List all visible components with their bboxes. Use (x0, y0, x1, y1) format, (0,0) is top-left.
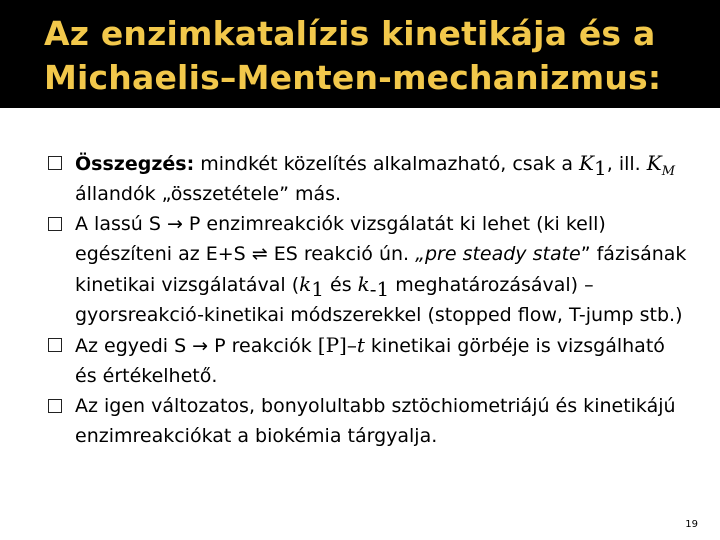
title-line-1: Az enzimkatalízis kinetikája és a (44, 14, 656, 53)
page-number: 19 (685, 519, 698, 530)
square-bullet-icon (48, 338, 62, 352)
k1-rate-symbol: $k_1$ (299, 272, 324, 301)
bullet-2-text-1: A lassú S → P enzimreakciók vizsgálatát ki lehet (ki kell) egészíteni az E+S ⇌ ES reakció ún. (75, 213, 606, 265)
title-bar (0, 0, 720, 108)
square-bullet-icon (48, 399, 62, 413)
bullet-3-text-2: kinetikai görbéje is vizsgálható és értékelhető. (75, 335, 665, 387)
dash-symbol: – (346, 333, 357, 357)
title-line-2: Michaelis–Menten-mechanizmus: (44, 58, 662, 97)
time-symbol: t (356, 333, 365, 357)
bullet-item-biochemistry (48, 391, 688, 451)
bullet-1-text-1: mindkét közelítés alkalmazható, csak a (194, 153, 580, 175)
bullet-1-text-3: állandók „összetétele” más. (75, 183, 342, 205)
slide-content (0, 108, 720, 540)
bullet-item-pre-steady-state (48, 209, 688, 330)
bullet-1-text-2: , ill. (606, 153, 647, 175)
k-minus1-rate-symbol: $k_{-1}$ (357, 272, 390, 301)
bullet-2-text-2: ” fázisának kinetikai vizsgálatával ( (75, 243, 687, 296)
k1-symbol: $K_1$ (579, 151, 607, 180)
bullet-4-text-1: Az igen változatos, bonyolultabb sztöchiometriájú és kinetikájú enzimreakciókat a biokémia tárgyalja. (75, 395, 676, 447)
slide-title (44, 12, 704, 100)
km-symbol: $K_M$ (646, 151, 675, 179)
bullet-2-text-3: és (323, 274, 358, 296)
summary-lead: Összegzés: (75, 153, 195, 175)
bullet-item-single-reaction (48, 330, 688, 391)
square-bullet-icon (48, 217, 62, 231)
pre-steady-state-term: „pre steady state (415, 243, 581, 265)
bullet-item-summary (48, 148, 688, 209)
square-bullet-icon (48, 156, 62, 170)
bullet-list (48, 148, 688, 451)
bullet-2-text-4: meghatározásával) – gyorsreakció-kinetikai módszerekkel (stopped flow, T-jump stb.) (75, 274, 683, 326)
bullet-3-text-1: Az egyedi S → P reakciók (75, 335, 318, 357)
p-concentration-symbol: [P] (317, 333, 347, 357)
